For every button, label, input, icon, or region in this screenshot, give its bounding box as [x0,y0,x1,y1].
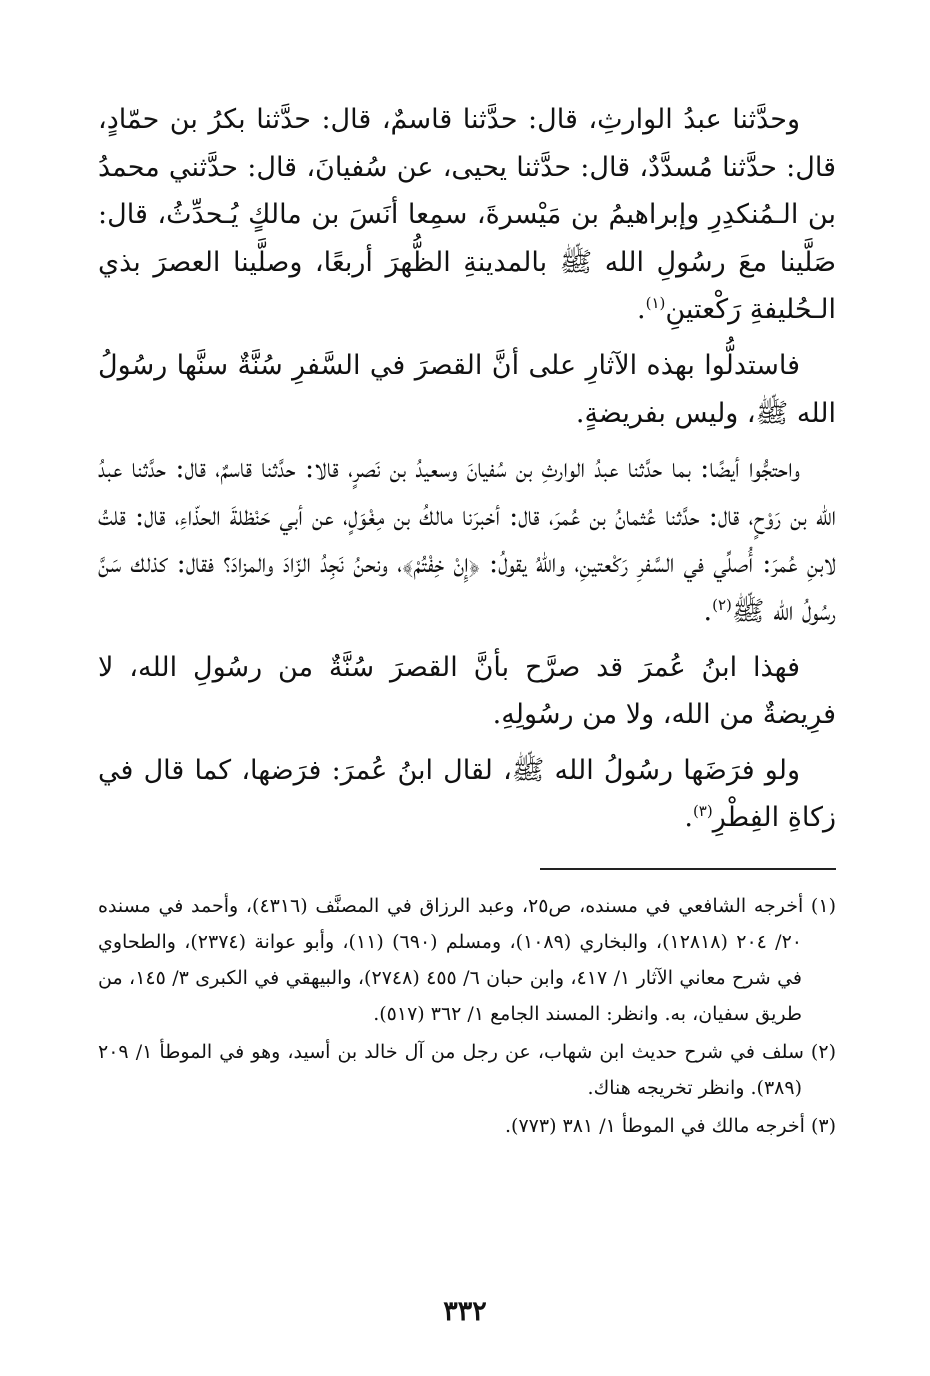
paragraph-5-text: ولو فرَضَها رسُولُ الله ﷺ، لقال ابنُ عُمرَ: فرَضها، كما قال في زكاةِ الفِطْرِ [98,754,836,834]
paragraph-1-end: . [636,294,646,326]
paragraph-3 [98,445,836,635]
main-text [98,96,836,842]
paragraph-3-end: . [703,595,713,627]
paragraph-4-text: فهذا ابنُ عُمرَ قد صرَّح بأنَّ القصرَ سُنَّةٌ من رسُولِ الله، لا فرِيضةٌ من الله، ولا من رسُولِهِ. [98,651,836,731]
footnote-separator-wrap [98,868,836,870]
paragraph-5 [98,747,836,842]
paragraph-5-end: . [684,802,693,834]
paragraph-2 [98,342,836,437]
page-number: ٣٣٢ [443,1296,487,1327]
paragraph-1-text: وحدَّثنا عبدُ الوارثِ، قال: حدَّثنا قاسمٌ، قال: حدَّثنا بكرُ بن حمّادٍ، قال: حدَّثنا مُسدَّدٌ، قال: حدَّثنا يحيى، عن سُفيانَ، قال: حدَّثني محمدُ بن الـمُنكدِرِ وإبراهيمُ بن مَيْسرةَ، سمِعا أنَسَ بن مالكٍ يُـحدِّثُ، قال: صَلَّينا معَ رسُولِ الله ﷺ بالمدينةِ الظُّهرَ أربعًا، وصلَّينا العصرَ بذي الـحُليفةِ رَكْعتينِ [98,104,836,326]
paragraph-1 [98,96,836,334]
paragraph-4 [98,644,836,739]
footnote-ref-3[interactable]: (٣) [692,802,713,821]
footnote-separator [540,868,836,870]
footnote-1: (١) أخرجه الشافعي في مسنده، ص٢٥، وعبد الرزاق في المصنَّف (٤٣١٦)، وأحمد في مسنده ٢٠/ ٢٠٤ (١٢٨١٨)، والبخاري (١٠٨٩)، ومسلم (٦٩٠) (١١)، وأبو عوانة (٢٣٧٤)، والطحاوي في شرح معاني الآثار ١/ ٤١٧، وابن حبان ٦/ ٤٥٥ (٢٧٤٨)، والبيهقي في الكبرى ٣/ ١٤٥، من طريق سفيان، به. وانظر: المسند الجامع ١/ ٣٦٢ (٥١٧). [98,894,836,1025]
book-page [98,96,836,1296]
paragraph-2-text: فاستدلُّوا بهذه الآثارِ على أنَّ القصرَ في السَّفرِ سُنَّةٌ سنَّها رسُولُ الله ﷺ، وليس بفريضةٍ. [98,349,836,429]
footnote-2: (٢) سلف في شرح حديث ابن شهاب، عن رجل من آل خالد بن أسيد، وهو في الموطأ ١/ ٢٠٩ (٣٨٩). وانظر تخريجه هناك. [98,1040,836,1099]
footnote-3: (٣) أخرجه مالك في الموطأ ١/ ٣٨١ (٧٧٣). [505,1114,836,1137]
paragraph-3-text: واحتجُّوا أيضًا: بما حدَّثنا عبدُ الوارثِ بن سُفيانَ وسعيدُ بن نَصرٍ، قالا: حدَّثنا قاسمٌ، قال: حدَّثنا عبدُ الله بن رَوْحٍ، قال: حدَّثنا عُثمانُ بن عُمرَ، قال: أخبرَنا مالكُ بن مِغْوَلٍ، عن أبي حَنْظلةَ الحذّاءِ، قال: قلتُ لابنِ عُمرَ: أُصلِّي في السَّفرِ رَكْعتينِ، واللهُ يقولُ: ﴿إِنْ خِفْتُمْ﴾، ونحنُ نَجِدُ الزّادَ والمزادَ؟ فقال: كذلك سَنَّ رسُولُ الله ﷺ [98,453,836,627]
footnotes [98,888,836,1144]
footnote-ref-2[interactable]: (٢) [712,595,732,614]
footnote-ref-1[interactable]: (١) [645,294,666,313]
